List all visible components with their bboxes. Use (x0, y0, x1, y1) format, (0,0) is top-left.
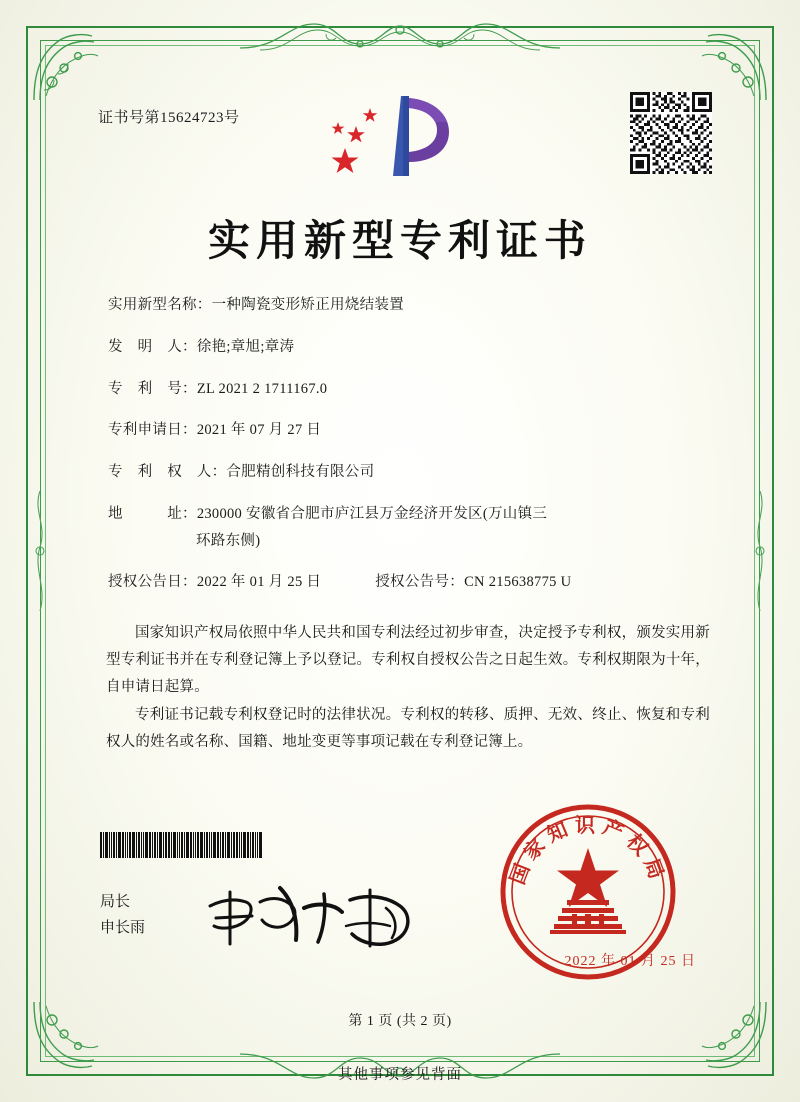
barcode (100, 832, 310, 858)
svg-text:国家知识产权局: 国家知识产权局 (504, 813, 672, 888)
cnipa-logo-icon (325, 88, 475, 180)
field-row-name (108, 295, 712, 317)
field-value: 230000 安徽省合肥市庐江县万金经济开发区(万山镇三 (196, 505, 548, 522)
seal-date: 2022 年 01 月 25 日 (564, 954, 696, 969)
paragraph: 专利证书记载专利权登记时的法律状况。专利权的转移、质押、无效、终止、恢复和专利权人的姓名或名称、国籍、地址变更等事项记载在专利登记簿上。 (106, 707, 710, 751)
address-second-line: 环路东侧) (196, 532, 261, 549)
paragraph: 国家知识产权局依照中华人民共和国专利法经过初步审查，决定授予专利权，颁发实用新型专利证书并在专利登记簿上予以登记。专利权自授权公告之日起生效。专利权期限为十年，自申请日起算。 (106, 625, 710, 695)
certificate-content (60, 60, 740, 1042)
top-scroll-ornament-icon (240, 14, 560, 56)
field-row-patentee (108, 462, 712, 484)
signature-block (100, 890, 145, 941)
field-row-patent-number (108, 379, 712, 401)
field-value-grant-number: CN 215638775 U (464, 574, 572, 591)
field-value: 一种陶瓷变形矫正用烧结装置 (211, 297, 405, 313)
page-title: 实用新型专利证书 (207, 216, 592, 265)
field-value: 徐艳;章旭;章涛 (196, 338, 295, 355)
field-label: 地 址： (108, 505, 197, 522)
field-row-address (108, 504, 712, 526)
signature-role: 局长 (100, 894, 131, 910)
handwritten-signature-icon (200, 878, 430, 958)
certificate-number: 证书号第15624723号 (98, 110, 240, 126)
side-ornament-icon (749, 491, 771, 611)
fields-list (108, 295, 712, 614)
legal-paragraphs (106, 620, 710, 758)
field-value: 2021 年 07 月 27 日 (196, 422, 322, 439)
field-label-grant-date: 授权公告日： (108, 574, 197, 591)
field-label: 专利申请日： (108, 422, 197, 439)
field-label: 实用新型名称： (108, 297, 212, 313)
field-row-grant (108, 572, 712, 594)
field-label: 专 利 号： (108, 380, 197, 397)
side-ornament-icon (29, 491, 51, 611)
field-row-inventor (108, 337, 712, 359)
field-value-grant-date: 2022 年 01 月 25 日 (196, 574, 322, 591)
footer-note: 其他事项参见背面 (338, 1067, 462, 1083)
signature-name: 申长雨 (100, 919, 146, 936)
field-label: 发 明 人： (108, 338, 197, 355)
field-label-grant-number: 授权公告号： (375, 574, 465, 591)
qr-code (630, 92, 712, 174)
field-row-application-date (108, 420, 712, 442)
field-value: ZL 2021 2 1711167.0 (196, 380, 328, 397)
field-label: 专 利 权 人： (108, 464, 227, 480)
field-value: 合肥精创科技有限公司 (226, 464, 375, 480)
page-number: 第 1 页 (共 2 页) (348, 1014, 452, 1029)
